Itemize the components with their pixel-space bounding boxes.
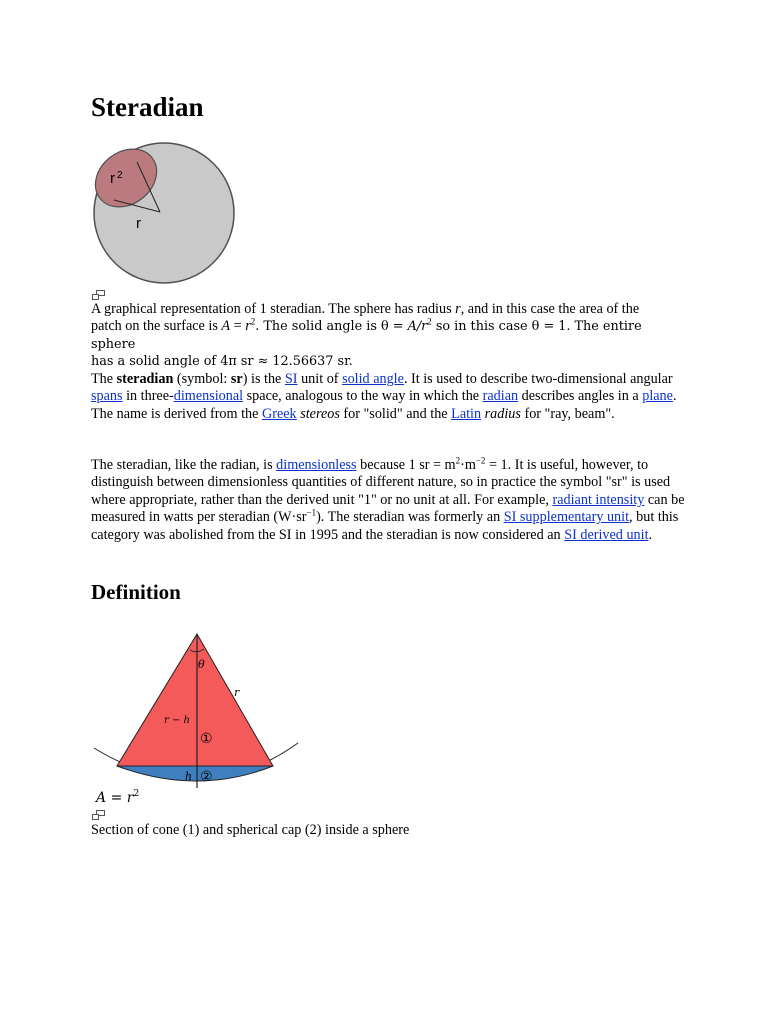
page-title: Steradian — [91, 92, 204, 122]
label-region-1: ① — [200, 731, 213, 747]
link-plane[interactable]: plane — [642, 388, 673, 405]
figure-caption-2: Section of cone (1) and spherical cap (2) inside a sphere — [91, 822, 410, 838]
caption-1-line-3: has a solid angle of 4π sr ≈ 12.56637 sr. — [91, 354, 353, 370]
label-region-2: ② — [200, 769, 213, 785]
section-heading-definition: Definition — [91, 580, 181, 604]
cone — [117, 634, 273, 766]
enlarge-icon[interactable] — [92, 810, 105, 820]
cone-cap-figure — [92, 628, 307, 808]
link-si-derived-unit[interactable]: SI derived unit — [564, 526, 649, 543]
caption-1-line-1: A graphical representation of 1 steradian. The sphere has radius r, and in this case the area of the — [91, 301, 640, 317]
link-radian[interactable]: radian — [482, 388, 519, 405]
label-r-squared: r $^2$ — [110, 170, 123, 187]
intro-paragraph: The steradian (symbol: sr) is the SI unit of solid angle. It is used to describe two-dimensional angular spans in three-dimensional space, analogous to the way in which the radian describes angles in a plane. The name is derived from the Greek stereos for "solid" and the Latin radius for "ray, beam". — [91, 371, 677, 422]
link-dimensional[interactable]: dimensional — [173, 388, 244, 405]
link-latin[interactable]: Latin — [451, 405, 482, 422]
link-dimensionless[interactable]: dimensionless — [276, 457, 357, 473]
link-spans[interactable]: spans — [91, 388, 123, 405]
link-greek[interactable]: Greek — [261, 405, 297, 422]
dimensionless-paragraph: The steradian, like the radian, is dimensionless because 1 sr = $m^2\cdot m^{-2} = 1$. It is useful, however, to distinguish between dimensionless quantities of different nature, so in practice the symbol "sr" is used where appropriate, rather than the derived unit "1" or no unit at all. For example, radiant intensity can be measured in watts per steradian $(W\cdot sr^{-1})$. The steradian was formerly an SI supplementary unit, but this category was abolished from the SI in 1995 and the steradian is now considered an SI derived unit. — [91, 455, 685, 543]
caption-1-line-2: patch on the surface is $A = r^2$. The solid angle is $\theta = A/r^2$ so in this case θ = 1. The entire sphere — [91, 316, 642, 352]
steradian-sphere-figure — [92, 140, 238, 290]
link-radiant-intensity[interactable]: radiant intensity — [552, 491, 645, 508]
label-r: r — [136, 215, 141, 232]
enlarge-icon[interactable] — [92, 290, 105, 300]
spherical-cap — [117, 766, 273, 781]
figure-caption-1 — [91, 301, 686, 371]
link-si-supplementary-unit[interactable]: SI supplementary unit — [503, 509, 630, 526]
link-solid-angle[interactable]: solid angle — [342, 371, 404, 387]
label-r: r — [234, 686, 240, 699]
link-si[interactable]: SI — [284, 371, 298, 387]
label-h: h — [185, 770, 193, 783]
label-theta: θ — [198, 658, 205, 671]
label-r-minus-h: r − h — [164, 715, 190, 726]
label-area-formula: $A = r^2$ — [96, 789, 140, 806]
